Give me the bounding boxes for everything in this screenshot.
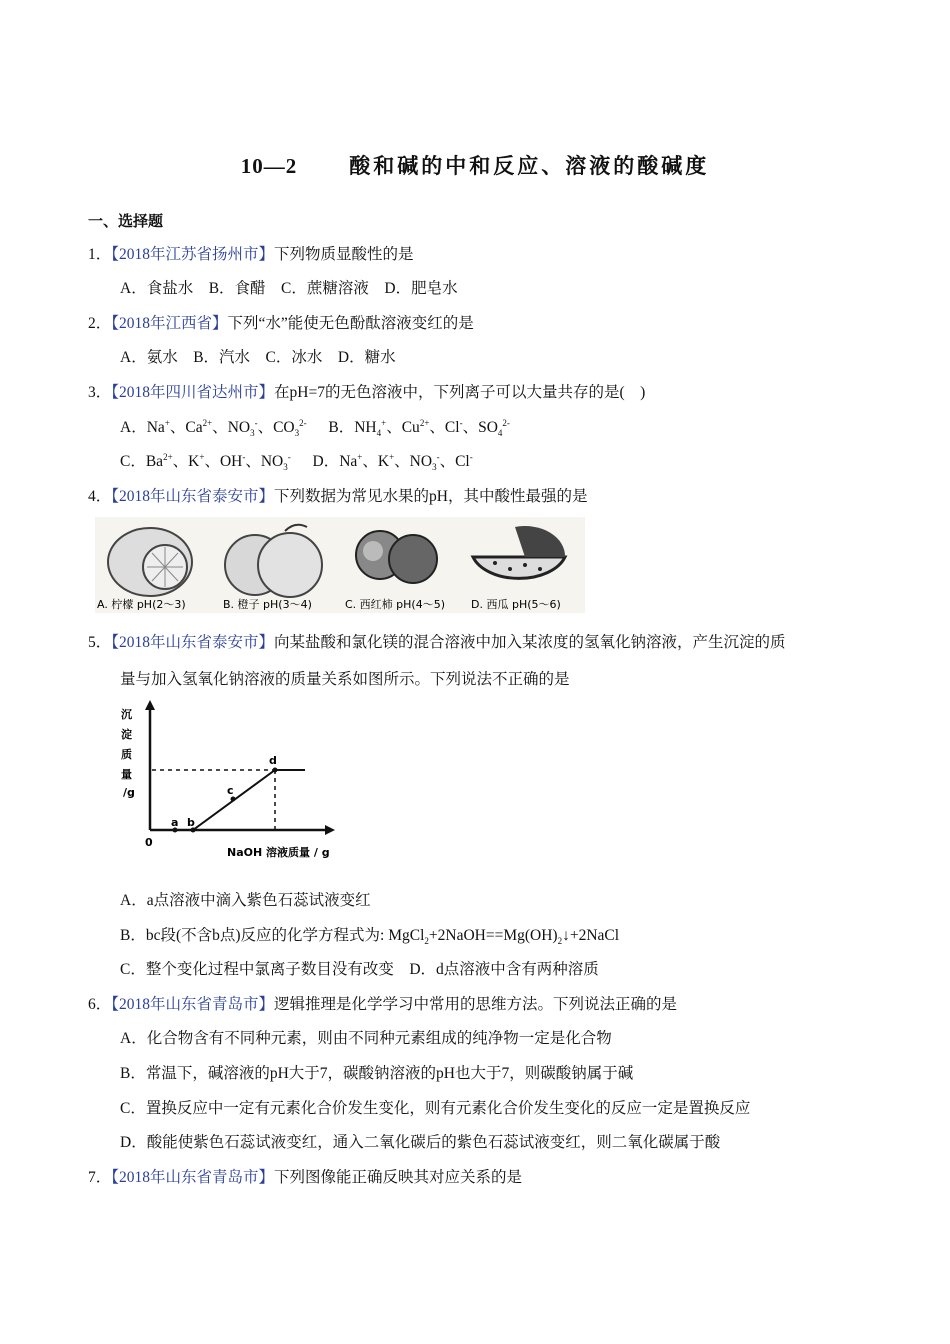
question-1: 1．【2018年江苏省扬州市】下列物质显酸性的是: [88, 246, 414, 263]
tomato-illustration: [356, 531, 437, 583]
question-stem: 在pH=7的无色溶液中，下列离子可以大量共存的是( ): [274, 384, 646, 401]
question-1-options: A．食盐水 B．食醋 C．蔗糖溶液 D．肥皂水: [120, 280, 458, 297]
question-6: 6．【2018年山东省青岛市】逻辑推理是化学学习中常用的思维方法。下列说法正确的是: [88, 996, 678, 1013]
fruit-label-c: C. 西红柿 pH(4～5): [345, 598, 446, 611]
question-2-options: A．氨水 B．汽水 C．冰水 D．糖水: [120, 349, 396, 366]
question-stem: 下列数据为常见水果的pH，其中酸性最强的是: [274, 488, 588, 505]
question-5: 5．【2018年山东省泰安市】向某盐酸和氯化镁的混合溶液中加入某浓度的氢氧化钠溶液，产生沉淀的质: [88, 634, 786, 651]
fruit-label-d: D. 西瓜 pH(5～6): [471, 598, 561, 611]
y-label-2: 淀: [121, 728, 132, 741]
question-5-option-b: B．bc段(不含b点)反应的化学方程式为: $MgCl_2+2NaOH==Mg(OH)_2↓+2NaCl$: [120, 927, 620, 947]
y-label-5: /g: [123, 786, 135, 799]
question-source: 【2018年四川省达州市】: [111, 384, 275, 401]
point-a: a: [171, 816, 179, 829]
question-source: 【2018年山东省青岛市】: [111, 1169, 275, 1186]
fruit-label-a: A. 柠檬 pH(2～3): [97, 598, 186, 611]
question-stem: 下列图像能正确反映其对应关系的是: [274, 1169, 523, 1186]
question-6-option-c: C．置换反应中一定有元素化合价发生变化，则有元素化合价发生变化的反应一定是置换反应: [120, 1100, 751, 1117]
question-5-option-a: A．a点溶液中滴入紫色石蕊试液变红: [120, 892, 371, 909]
precipitate-graph: [115, 700, 355, 870]
origin-label: 0: [145, 836, 153, 849]
point-b: b: [187, 816, 195, 829]
question-3-options-cd: C．$Ba^{2+}$、K+、OH-、$NO_3^-$ D．Na+、K+、$NO_3^-$、Cl-: [120, 451, 473, 473]
question-3-options-ab: A．Na+、$Ca^{2+}$、$NO_3^-$、$CO_3^{2-}$ B．$NH_4^+$、$Cu^{2+}$、Cl-、$SO_4^{2-}$: [120, 417, 510, 439]
point-c: c: [227, 784, 234, 797]
fruit-illustration: [95, 517, 585, 613]
question-source: 【2018年山东省泰安市】: [111, 634, 275, 651]
y-label-3: 质: [121, 748, 132, 761]
question-stem: 下列物质显酸性的是: [274, 246, 414, 263]
y-label-4: 量: [121, 768, 132, 781]
fruit-label-b: B. 橙子 pH(3～4): [223, 598, 312, 611]
question-2: 2．【2018年江西省】下列“水”能使无色酚酞溶液变红的是: [88, 315, 474, 332]
question-source: 【2018年山东省泰安市】: [111, 488, 275, 505]
question-5-options-cd: C．整个变化过程中氯离子数目没有改变 D．d点溶液中含有两种溶质: [120, 961, 599, 978]
page-title: [0, 150, 950, 180]
chapter-title: 酸和碱的中和反应、溶液的酸碱度: [349, 154, 710, 178]
x-label: NaOH 溶液质量 / g: [227, 846, 330, 859]
question-stem: 向某盐酸和氯化镁的混合溶液中加入某浓度的氢氧化钠溶液，产生沉淀的质: [274, 634, 786, 651]
question-3: 3．【2018年四川省达州市】在pH=7的无色溶液中，下列离子可以大量共存的是( ): [88, 384, 646, 401]
question-source: 【2018年江苏省扬州市】: [111, 246, 275, 263]
y-label-1: 沉: [121, 708, 132, 721]
question-6-option-b: B．常温下，碱溶液的pH大于7，碳酸钠溶液的pH也大于7，则碳酸钠属于碱: [120, 1065, 634, 1082]
question-stem: 下列“水”能使无色酚酞溶液变红的是: [227, 315, 474, 332]
question-6-option-d: D．酸能使紫色石蕊试液变红，通入二氧化碳后的紫色石蕊试液变红，则二氧化碳属于酸: [120, 1134, 721, 1151]
question-5-stem-cont: 量与加入氢氧化钠溶液的质量关系如图所示。下列说法不正确的是: [120, 671, 570, 688]
question-7: 7．【2018年山东省青岛市】下列图像能正确反映其对应关系的是: [88, 1169, 523, 1186]
question-stem: 逻辑推理是化学学习中常用的思维方法。下列说法正确的是: [274, 996, 678, 1013]
section-heading: 一、选择题: [88, 214, 164, 230]
lemon-illustration: [108, 528, 192, 596]
question-source: 【2018年山东省青岛市】: [111, 996, 275, 1013]
question-6-option-a: A．化合物含有不同种元素，则由不同种元素组成的纯净物一定是化合物: [120, 1030, 612, 1047]
point-d: d: [269, 754, 277, 767]
question-4: 4．【2018年山东省泰安市】下列数据为常见水果的pH，其中酸性最强的是: [88, 488, 588, 505]
question-source: 【2018年江西省】: [111, 315, 228, 332]
chapter-number: 10—2: [240, 154, 298, 178]
